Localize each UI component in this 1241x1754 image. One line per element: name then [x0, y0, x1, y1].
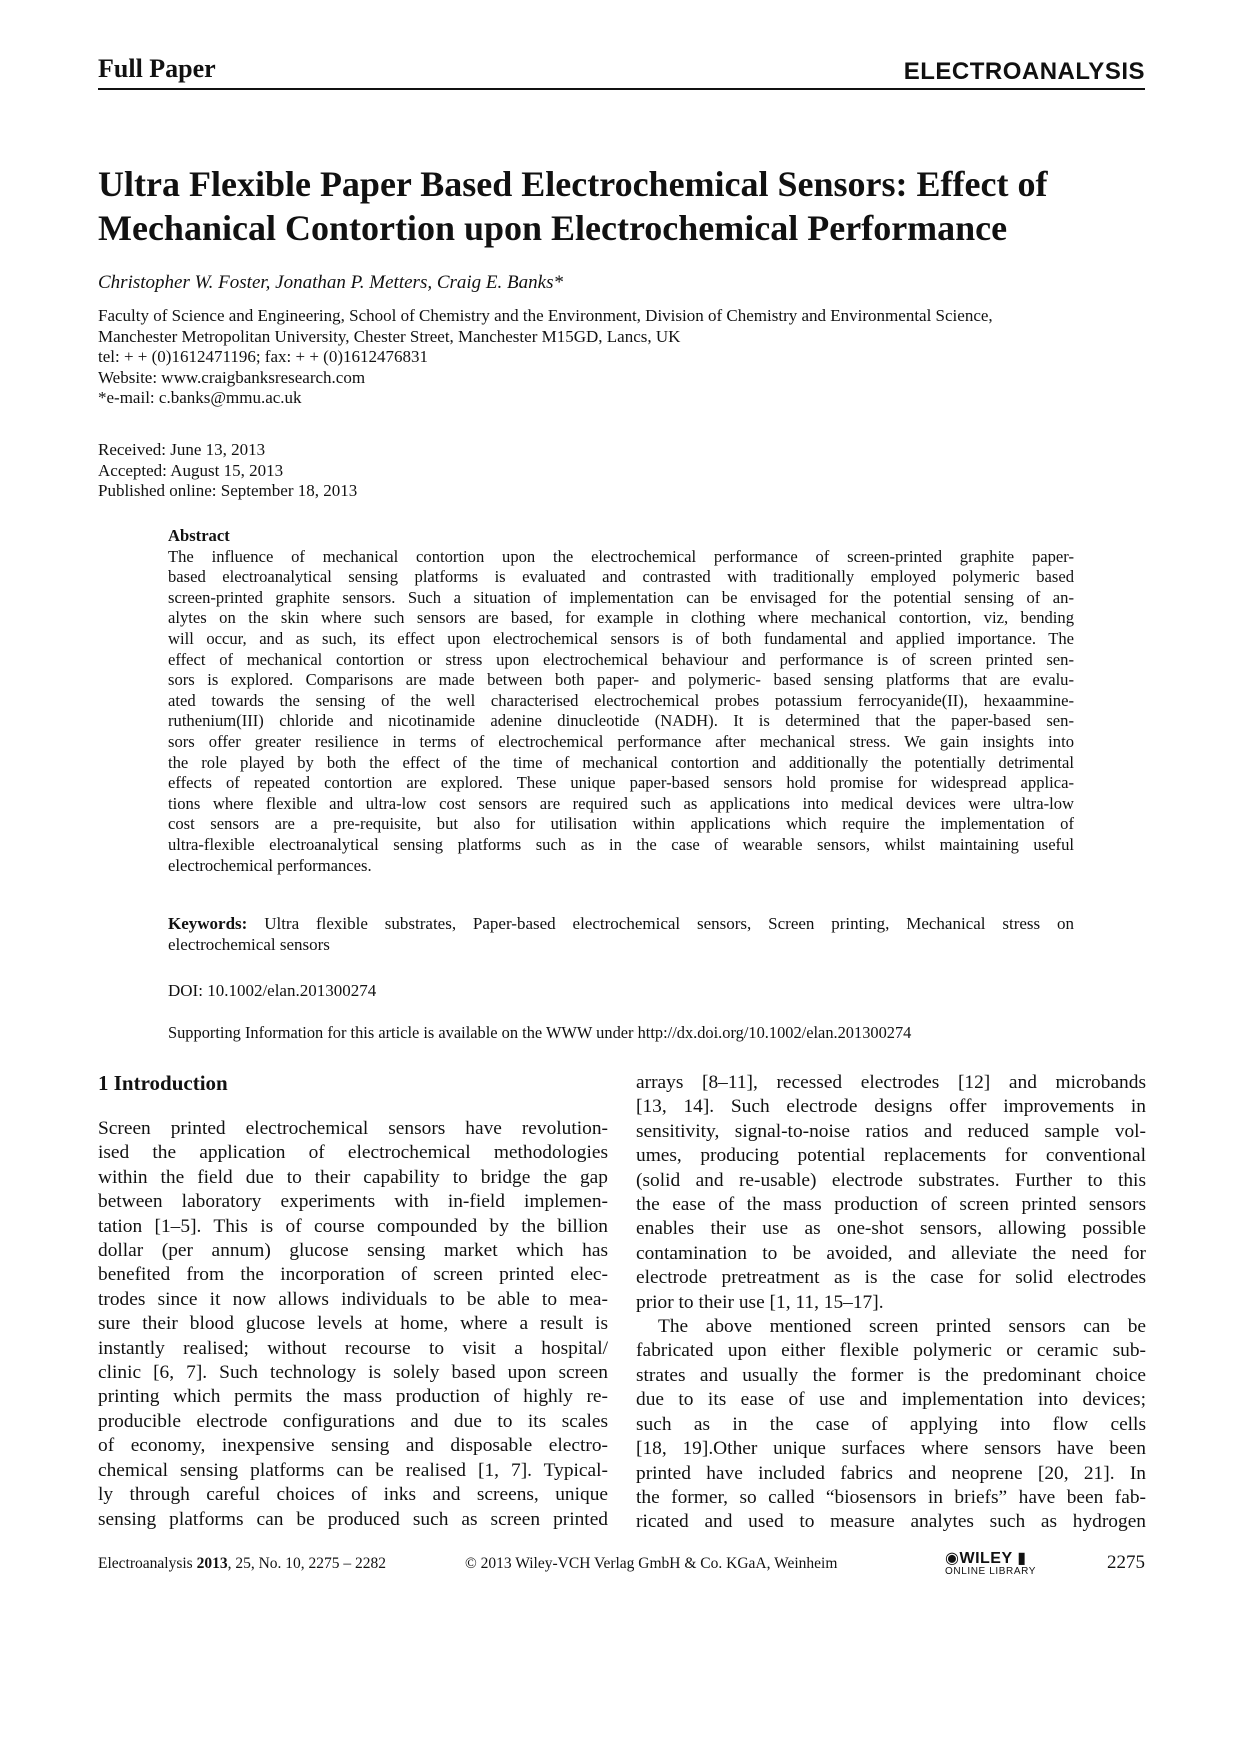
copyright-notice: © 2013 Wiley-VCH Verlag GmbH & Co. KGaA, Weinheim: [465, 1555, 838, 1572]
body-line: dollar (per annum) glucose sensing market which has: [98, 1240, 608, 1262]
body-line: instantly realised; without recourse to visit a hospital/: [98, 1337, 608, 1359]
section-heading: 1 Introduction: [98, 1071, 228, 1095]
body-line: due to its ease of use and implementation into devices;: [636, 1389, 1146, 1411]
citation-footer: [98, 1555, 386, 1573]
body-line: trodes since it now allows individuals to be able to mea-: [98, 1288, 608, 1310]
body-line: producible electrode configurations and due to its scales: [98, 1410, 608, 1432]
abstract-line: ultra-flexible electroanalytical sensing platforms such as in the case of wearable sensors, whilst maintaining useful: [168, 834, 1074, 854]
body-line: chemical sensing platforms can be realised [1, 7]. Typical-: [98, 1459, 608, 1481]
body-line: printed have included fabrics and neoprene [20, 21]. In: [636, 1462, 1146, 1484]
accepted-date: Accepted: August 15, 2013: [98, 460, 284, 480]
footer-year: 2013: [196, 1555, 228, 1572]
body-line: ricated and used to measure analytes such as hydrogen: [636, 1511, 1146, 1533]
affiliation-block: [98, 306, 1148, 409]
received-date: Received: June 13, 2013: [98, 440, 266, 459]
body-line: sure their blood glucose levels at home, where a result is: [98, 1313, 608, 1335]
contact-email: *e-mail: c.banks@mmu.ac.uk: [98, 388, 302, 407]
abstract-line: effect of mechanical contortion or stress upon electrochemical behaviour and performance is of screen printed sen-: [168, 649, 1074, 669]
keywords-label: Keywords:: [168, 914, 248, 933]
article-title: [98, 162, 1148, 250]
title-line: Ultra Flexible Paper Based Electrochemical Sensors: Effect of: [98, 164, 1048, 204]
abstract-line: electrochemical performances.: [168, 855, 372, 875]
header-rule: [98, 88, 1145, 90]
affiliation-line: Faculty of Science and Engineering, School of Chemistry and the Environment, Division of Chemistry and Environmental Science,: [98, 306, 993, 325]
contact-website: Website: www.craigbanksresearch.com: [98, 367, 366, 387]
body-column-left: [98, 1117, 608, 1532]
abstract-line: tions where flexible and ultra-low cost sensors are required such as applications into medical devices were ultra-low: [168, 793, 1074, 813]
body-line: benefited from the incorporation of screen printed elec-: [98, 1264, 608, 1286]
abstract-line: the role played by both the effect of the time of mechanical contortion and additionally the potentially detrimental: [168, 752, 1074, 772]
body-line: the ease of the mass production of screen printed sensors: [636, 1194, 1146, 1216]
affiliation-line: Manchester Metropolitan University, Chester Street, Manchester M15GD, Lancs, UK: [98, 326, 681, 346]
journal-name: ELECTROANALYSIS: [903, 58, 1145, 85]
page-number: 2275: [1107, 1552, 1145, 1573]
wiley-logo[interactable]: [945, 1548, 1036, 1577]
keywords-text: Ultra flexible substrates, Paper-based electrochemical sensors, Screen printing, Mechanical stress on: [264, 914, 1075, 933]
section-label: Full Paper: [98, 54, 216, 83]
body-line: (solid and re-usable) electrode substrates. Further to this: [636, 1169, 1146, 1191]
abstract: [168, 526, 1074, 876]
wiley-wordmark: WILEY: [959, 1550, 1013, 1567]
body-column-right: [636, 1071, 1146, 1535]
body-line: between laboratory experiments with in-field implemen-: [98, 1191, 608, 1213]
body-line: sensing platforms can be produced such as screen printed: [98, 1508, 608, 1530]
body-line: such as in the case of applying into flow cells: [636, 1413, 1146, 1435]
author-list: Christopher W. Foster, Jonathan P. Metters, Craig E. Banks*: [98, 272, 563, 293]
book-icon: ▮: [1017, 1550, 1027, 1567]
body-line: within the field due to their capability to bridge the gap: [98, 1166, 608, 1188]
abstract-line: cost sensors are a pre-requisite, but also for utilisation within applications which require the implementation of: [168, 814, 1074, 834]
title-line: Mechanical Contortion upon Electrochemical Performance: [98, 208, 1008, 248]
abstract-line: effects of repeated contortion are explored. These unique paper-based sensors hold promise for widespread applica-: [168, 773, 1074, 793]
body-line: [18, 19].Other unique surfaces where sensors have been: [636, 1438, 1146, 1460]
abstract-line: sors offer greater resilience in terms of electrochemical performance after mechanical stress. We gain insights into: [168, 731, 1074, 751]
abstract-line: alytes on the skin where such sensors are based, for example in clothing where mechanical contortion, viz, bending: [168, 608, 1074, 628]
body-line: the former, so called “biosensors in briefs” have been fab-: [636, 1486, 1146, 1508]
wiley-subtitle: ONLINE LIBRARY: [945, 1566, 1037, 1577]
keywords: [168, 913, 1074, 955]
body-line: sensitivity, signal-to-noise ratios and reduced sample vol-: [636, 1120, 1146, 1142]
published-date: Published online: September 18, 2013: [98, 481, 358, 500]
body-line: The above mentioned screen printed sensors can be: [658, 1316, 1146, 1338]
abstract-line: will occur, and as such, its effect upon electrochemical sensors is of both fundamental and applied importance. The: [168, 628, 1074, 648]
history-dates: [98, 440, 357, 502]
body-line: enables their use as one-shot sensors, allowing possible: [636, 1218, 1146, 1240]
body-line: strates and usually the former is the predominant choice: [636, 1364, 1146, 1386]
keywords-text: electrochemical sensors: [168, 935, 330, 954]
abstract-line: The influence of mechanical contortion upon the electrochemical performance of screen-printed graphite paper-: [168, 546, 1074, 566]
body-line: contamination to be avoided, and alleviate the need for: [636, 1242, 1146, 1264]
body-line: clinic [6, 7]. Such technology is solely based upon screen: [98, 1362, 608, 1384]
body-line: ised the application of electrochemical methodologies: [98, 1142, 608, 1164]
body-line: Screen printed electrochemical sensors have revolution-: [98, 1118, 608, 1139]
footer-volume: , 25, No. 10, 2275 – 2282: [227, 1555, 387, 1572]
body-line: arrays [8–11], recessed electrodes [12] and microbands: [636, 1072, 1146, 1093]
abstract-heading: Abstract: [168, 526, 230, 545]
body-line: fabricated upon either flexible polymeric or ceramic sub-: [636, 1340, 1146, 1362]
body-line: printing which permits the mass production of highly re-: [98, 1386, 608, 1408]
abstract-line: ated towards the sensing of the well characterised electrochemical probes potassium ferrocyanide(II), hexaammine-: [168, 690, 1074, 710]
body-line: of economy, inexpensive sensing and disposable electro-: [98, 1435, 608, 1457]
wiley-emblem-icon: ◉: [945, 1550, 960, 1567]
abstract-line: sors is explored. Comparisons are made between both paper- and polymeric- based sensing platforms that are evalu-: [168, 670, 1074, 690]
body-line: ly through careful choices of inks and screens, unique: [98, 1484, 608, 1506]
doi[interactable]: DOI: 10.1002/elan.201300274: [168, 981, 377, 1000]
body-line: umes, producing potential replacements for conventional: [636, 1145, 1146, 1167]
contact-phone: tel: + + (0)1612471196; fax: + + (0)1612476831: [98, 347, 428, 366]
abstract-line: ruthenium(III) chloride and nicotinamide adenine dinucleotide (NADH). It is determined that the paper-based sen-: [168, 711, 1074, 731]
supporting-info[interactable]: Supporting Information for this article is available on the WWW under http://dx.doi.org/10.1002/elan.201300274: [168, 1023, 912, 1042]
abstract-line: screen-printed graphite sensors. Such a situation of implementation can be envisaged for the potential sensing of an-: [168, 587, 1074, 607]
body-line: electrode pretreatment as is the case for solid electrodes: [636, 1267, 1146, 1289]
abstract-line: based electroanalytical sensing platforms is evaluated and contrasted with traditionally employed polymeric based: [168, 567, 1074, 587]
body-line: tation [1–5]. This is of course compounded by the billion: [98, 1215, 608, 1237]
body-line: prior to their use [1, 11, 15–17].: [636, 1291, 884, 1313]
footer-journal: Electroanalysis: [98, 1555, 197, 1572]
body-line: [13, 14]. Such electrode designs offer improvements in: [636, 1096, 1146, 1118]
